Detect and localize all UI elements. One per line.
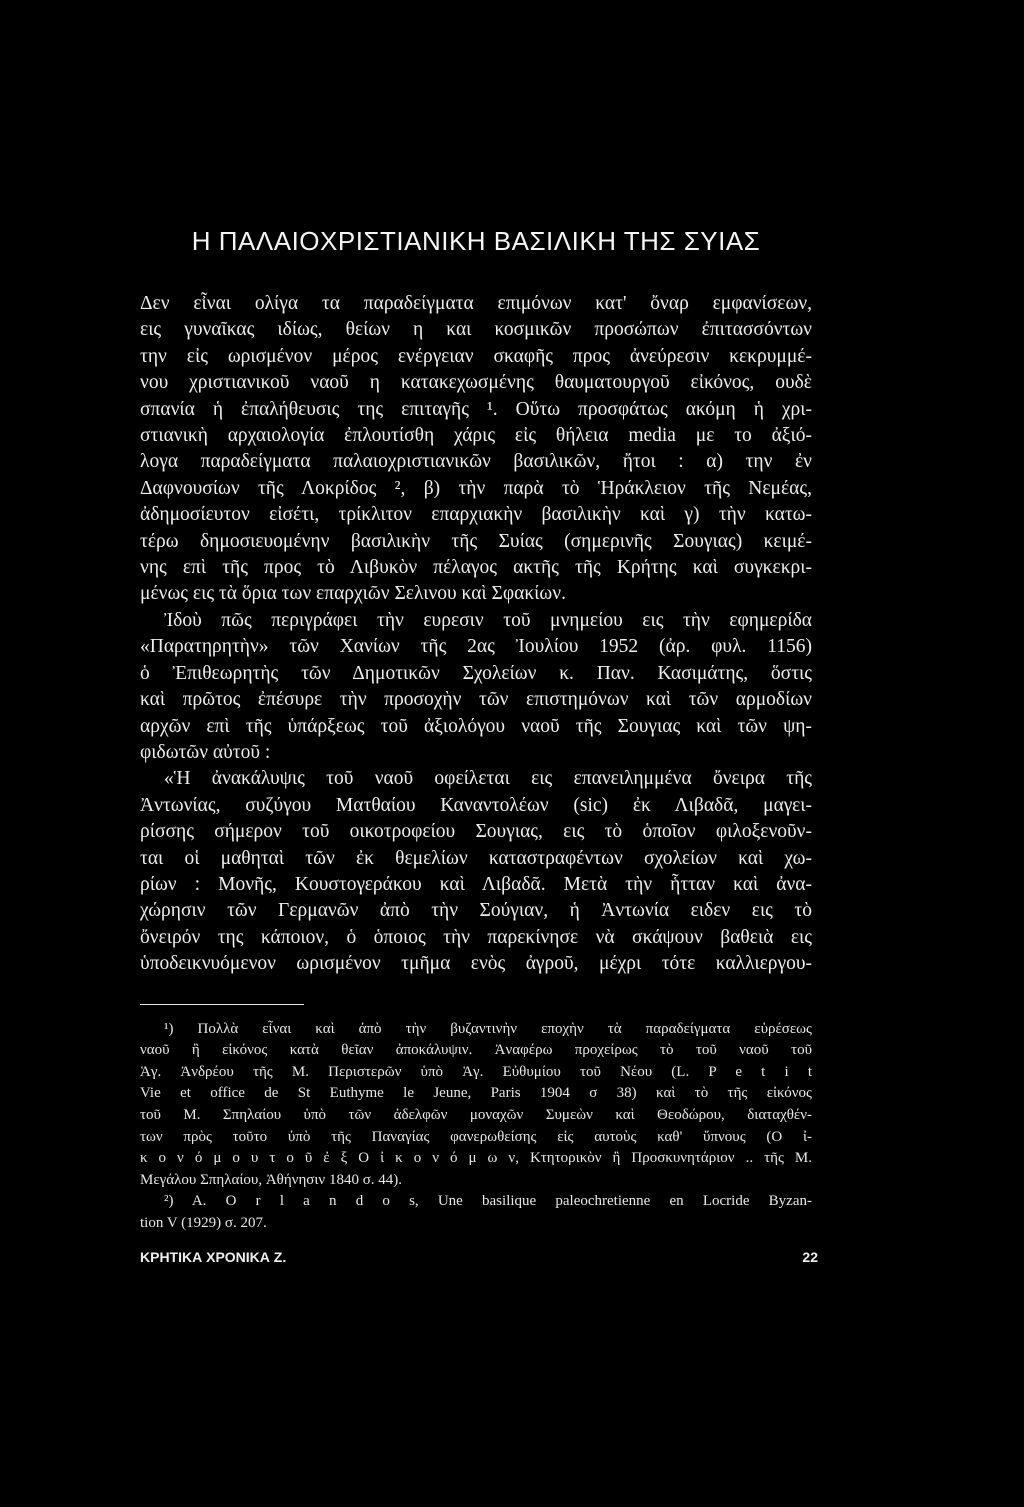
footnote-line: Ἁγ. Ἀνδρέου τῆς Μ. Περιστερῶν ὑπὸ Ἁγ. Εὐθυμίου τοῦ Νέου (L. P e t i t (140, 1063, 812, 1080)
body-line: ρίσσης σήμερον τοῦ οικοτροφείου Σουγιας, εις τὸ ὁποῖον φιλοξενοῦν- (140, 821, 812, 843)
body-line: «Παρατηρητὴν» τῶν Χανίων τῆς 2ας Ἰουλίου 1952 (ἀρ. φυλ. 1156) (140, 636, 812, 658)
body-line: σπανία ἡ ἐπαλήθευσις της επιταγῆς ¹. Οὕτω προσφάτως ακόμη ἡ χρι- (140, 398, 812, 420)
footnote-line: ¹) Πολλὰ εἶναι καὶ ἀπὸ τὴν βυζαντινὴν εποχὴν τὰ παραδείγματα εὑρέσεως (164, 1020, 812, 1037)
body-line: ὄνειρόν της κάποιον, ὁ ὁποιος τὴν παρεκίνησε νὰ σκάψουν βαθειὰ εις (140, 926, 812, 948)
footnote-line: tion V (1929) σ. 207. (140, 1214, 267, 1231)
body-text (140, 291, 812, 978)
footnote-line: των πρὸς τοῦτο ὑπὸ τῆς Παναγίας φανερωθείσης εἰς αυτοὺς καθ' ὕπνους (Ο ἰ- (140, 1128, 812, 1145)
body-line: λογα παραδείγματα παλαιοχριστιανικῶν βασιλικῶν, ἤτοι : α) την ἐν (140, 451, 812, 473)
body-line: καὶ πρῶτος ἐπέσυρε τὴν προσοχὴν τῶν επιστημόνων καὶ τῶν αρμοδίων (140, 689, 812, 711)
footnote-divider (140, 1004, 304, 1005)
body-line: ἀδημοσίευτον εἰσέτι, τρίκλιτον επαρχιακὴν βασιλικὴν καὶ γ) τὴν κατω- (140, 504, 812, 526)
footnote-line: Vie et office de St Euthyme le Jeune, Paris 1904 σ 38) καὶ τὸ τῆς εἰκόνος (140, 1085, 812, 1102)
footnote-line: κ ο ν ό μ ο υ τ ο ῦ ἐ ξ Ο ἰ κ ο ν ό μ ω ν, Κτητορικὸν ἢ Προσκυνητάριον .. τῆς Μ. (140, 1150, 812, 1167)
footnotes (140, 1019, 812, 1235)
body-line: νης επὶ τῆς προς τὸ Λιβυκὸν πέλαγος ακτῆς τῆς Κρήτης καὶ συγκεκρι- (140, 557, 812, 579)
page-title: Η ΠΑΛΑΙΟΧΡΙΣΤΙΑΝΙΚΗ ΒΑΣΙΛΙΚΗ ΤΗΣ ΣΥΙΑΣ (191, 226, 761, 256)
footnote-line: ναοῦ ἢ εἰκόνος κατὰ θεῖαν ἀποκάλυψιν. Ἀναφέρω προχείρως τὸ τοῦ ναοῦ τοῦ (140, 1042, 812, 1059)
footnote-line: ²) A. O r l a n d o s, Une basilique paleochretienne en Locride Byzan- (164, 1193, 812, 1210)
body-line: αρχῶν επὶ τῆς ὑπάρξεως τοῦ ἀξιολόγου ναοῦ τῆς Σουγιας καὶ τῶν ψη- (140, 715, 812, 737)
footnote-line: Μεγάλου Σπηλαίου, Ἀθήνησιν 1840 σ. 44). (140, 1171, 403, 1188)
body-line: χώρησιν τῶν Γερμανῶν ἀπὸ τὴν Σούγιαν, ἡ Ἀντωνία ειδεν εις τὸ (140, 900, 812, 922)
body-line: Ἰδοὺ πῶς περιγράφει τὴν ευρεσιν τοῦ μνημείου εις τὴν εφημερίδα (164, 609, 812, 631)
page-number: 22 (802, 1248, 818, 1265)
body-line: ρίων : Μονῆς, Κουστογεράκου καὶ Λιβαδᾶ. Μετὰ τὴν ἧτταν καὶ ἀνα- (140, 873, 812, 895)
page-footer (140, 1249, 818, 1265)
body-line: φιδωτῶν αὐτοῦ : (140, 741, 271, 763)
body-line: ὁ Ἐπιθεωρητὴς τῶν Δημοτικῶν Σχολείων κ. Παν. Κασιμάτης, ὅστις (140, 662, 812, 684)
body-line: ται οἱ μαθηταὶ τῶν ἐκ θεμελίων καταστραφέντων σχολείων καὶ χω- (140, 847, 812, 869)
body-line: Ἀντωνίας, συζύγου Ματθαίου Καναντολέων (sic) ἐκ Λιβαδᾶ, μαγει- (140, 794, 812, 816)
body-line: Δεν εἶναι ολίγα τα παραδείγματα επιμόνων κατ' ὄναρ εμφανίσεων, (140, 293, 812, 314)
body-line: νου χριστιανικοῦ ναοῦ η κατακεχωσμένης θαυματουργοῦ εἰκόνος, ουδὲ (140, 372, 812, 394)
body-line: ὑποδεικνυόμενον ωρισμένον τμῆμα ενὸς ἀγροῦ, μέχρι τότε καλλιεργου- (140, 953, 812, 975)
body-line: εις γυναῖκας ιδίως, θείων η και κοσμικῶν προσώπων ἐπιτασσόντων (140, 319, 812, 341)
journal-name: ΚΡΗΤΙΚΑ ΧΡΟΝΙΚΑ Ζ. (140, 1248, 287, 1265)
body-line: την εἰς ωρισμένον μέρος ενέργειαν σκαφῆς προς ἀνεύρεσιν κεκρυμμέ- (140, 345, 812, 367)
body-line: τέρω δημοσιευομένην βασιλικὴν τῆς Συίας (σημερινῆς Σουγιας) κειμέ- (140, 530, 812, 552)
document-page (140, 226, 818, 1265)
body-line: Δαφνουσίων τῆς Λοκρίδος ², β) τὴν παρὰ τὸ Ἡράκλειον τῆς Νεμέας, (140, 477, 812, 499)
footnote-line: τοῦ Μ. Σπηλαίου ὑπὸ τῶν ἀδελφῶν μοναχῶν Συμεὼν καὶ Θεοδώρου, διαταχθέν- (140, 1106, 812, 1123)
body-line: «Ἡ ἀνακάλυψις τοῦ ναοῦ οφείλεται εις επανειλημμένα ὄνειρα τῆς (164, 768, 812, 790)
body-line: στιανικὴ αρχαιολογία ἐπλουτίσθη χάρις εἰς θήλεια media με το ἀξιό- (140, 425, 812, 447)
body-line: μένως εις τὰ ὅρια των επαρχιῶν Σελινου καὶ Σφακίων. (140, 583, 566, 605)
